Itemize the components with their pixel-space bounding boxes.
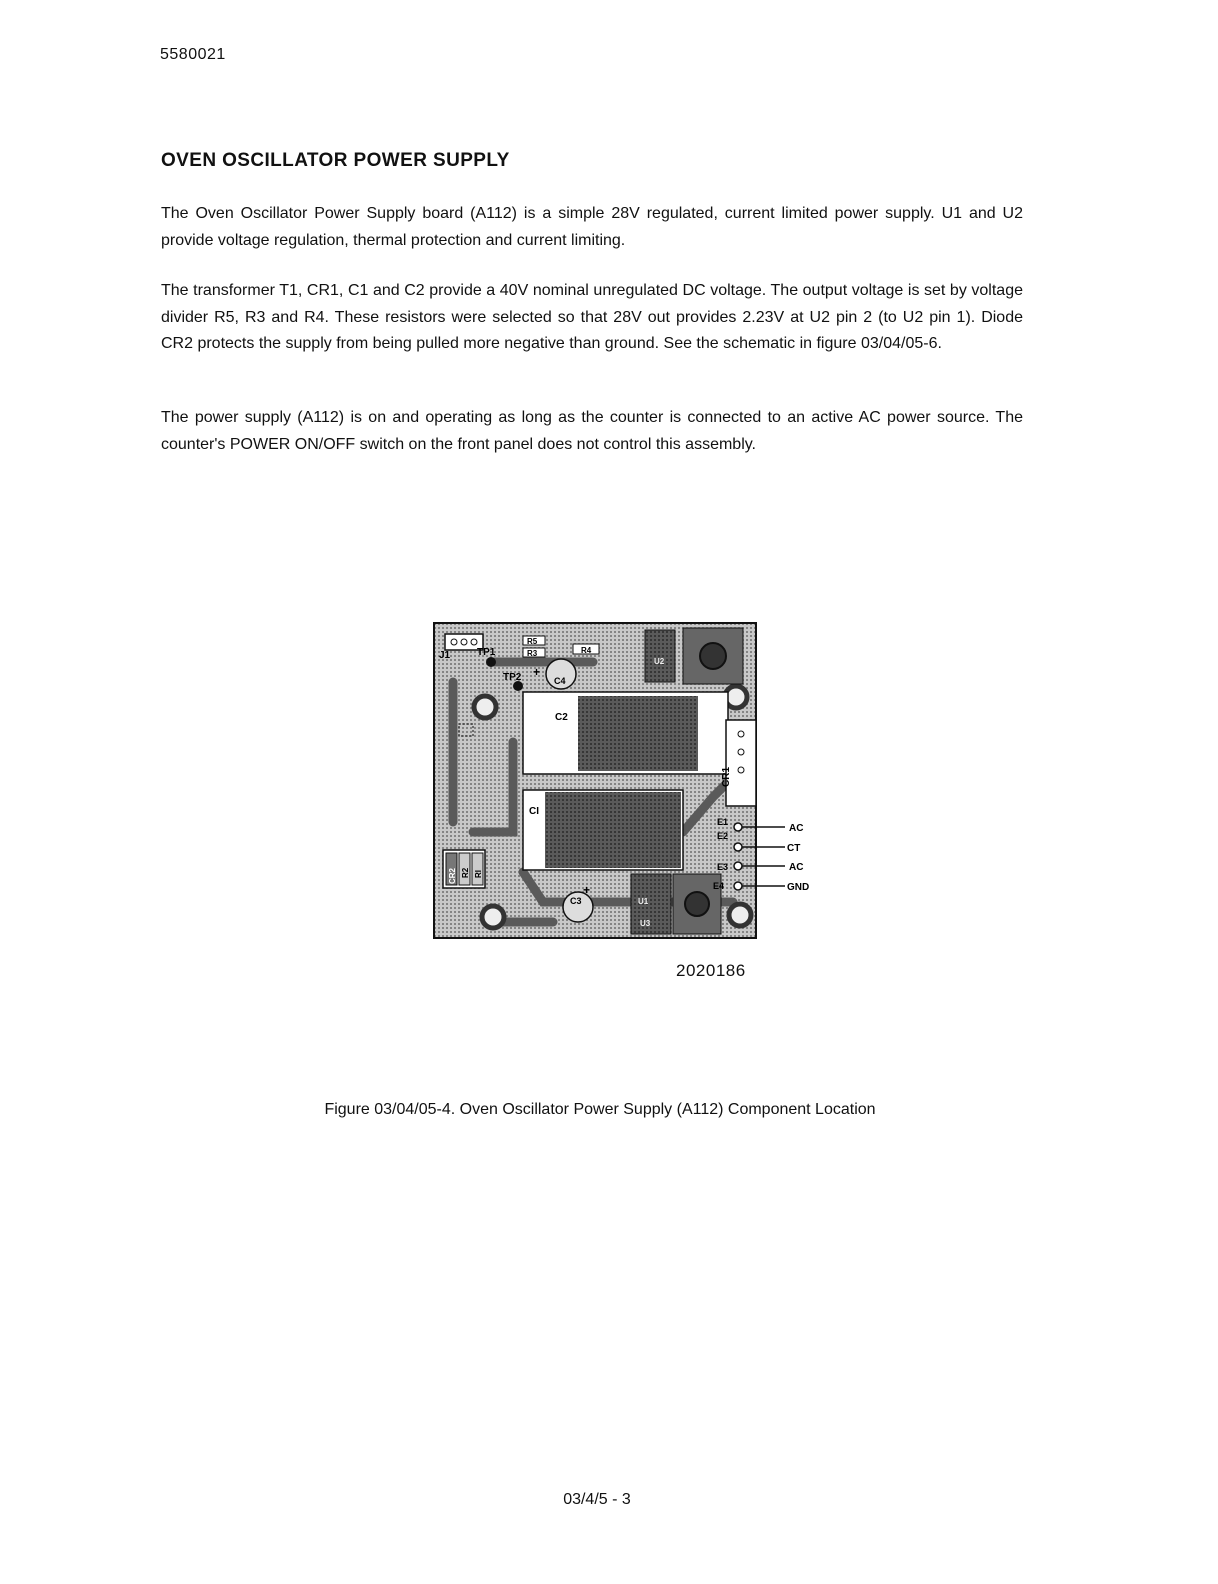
terminal-label-gnd: GND — [787, 882, 810, 893]
cr2-label: CR2 — [448, 867, 457, 884]
tp1-label: TP1 — [477, 647, 496, 658]
u1-u3-regulators — [631, 874, 671, 934]
e4-label: E4 — [713, 881, 725, 891]
cr1-label: CR1 — [721, 766, 732, 787]
r2-label: R2 — [461, 867, 470, 878]
r1-label: RI — [474, 870, 483, 878]
c4-polarity: + — [533, 665, 541, 679]
paragraph-overview: The Oven Oscillator Power Supply board (A112) is a simple 28V regulated, current limited power supply. U1 and U2 provide voltage regulation, thermal protection and current limiting. — [161, 205, 1023, 249]
pcb-drawing — [433, 622, 833, 942]
tp1-point — [486, 657, 496, 667]
terminal-label-ct: CT — [787, 843, 801, 854]
component-location-figure — [433, 622, 833, 947]
paragraph-circuit-description: The transformer T1, CR1, C1 and C2 provide a 40V nominal unregulated DC voltage. The output voltage is set by voltage divider R5, R3 and R4. These resistors were selected so that 28V out provides 2.23V at U2 pin 2 (to U2 pin 1). Diode CR2 protects the supply from being pulled more negative than ground. See the schematic in figure 03/04/05-6. — [161, 282, 1023, 352]
c2-label: C2 — [555, 712, 568, 723]
r3-label: R3 — [527, 649, 538, 658]
paragraph-operation-note: The power supply (A112) is on and operating as long as the counter is connected to an active AC power source. The counter's POWER ON/OFF switch on the front panel does not control this assembly. — [161, 409, 1023, 453]
e1-label: E1 — [717, 817, 729, 827]
terminal-label-ac-2: AC — [789, 862, 804, 873]
drawing-number: 2020186 — [676, 961, 746, 980]
r4-label: R4 — [581, 646, 592, 655]
c1-label: CI — [529, 806, 539, 817]
u2-label: U2 — [654, 657, 665, 666]
e3-label: E3 — [717, 862, 729, 872]
j1-label: J1 — [439, 650, 451, 661]
c3-label: C3 — [570, 896, 582, 906]
terminal-label-ac-1: AC — [789, 823, 804, 834]
e2-label: E2 — [717, 831, 729, 841]
page-number: 03/4/5 - 3 — [563, 1491, 631, 1508]
c3-polarity: + — [583, 883, 591, 897]
r5-label: R5 — [527, 637, 538, 646]
tp2-label: TP2 — [503, 672, 522, 683]
u2-regulator — [645, 630, 675, 682]
c4-label: C4 — [554, 676, 566, 686]
document-number: 5580021 — [160, 46, 226, 63]
u1-label: U1 — [638, 897, 649, 906]
figure-caption: Figure 03/04/05-4. Oven Oscillator Power Supply (A112) Component Location — [324, 1101, 876, 1118]
u3-label: U3 — [640, 919, 651, 928]
section-heading: OVEN OSCILLATOR POWER SUPPLY — [161, 150, 510, 171]
